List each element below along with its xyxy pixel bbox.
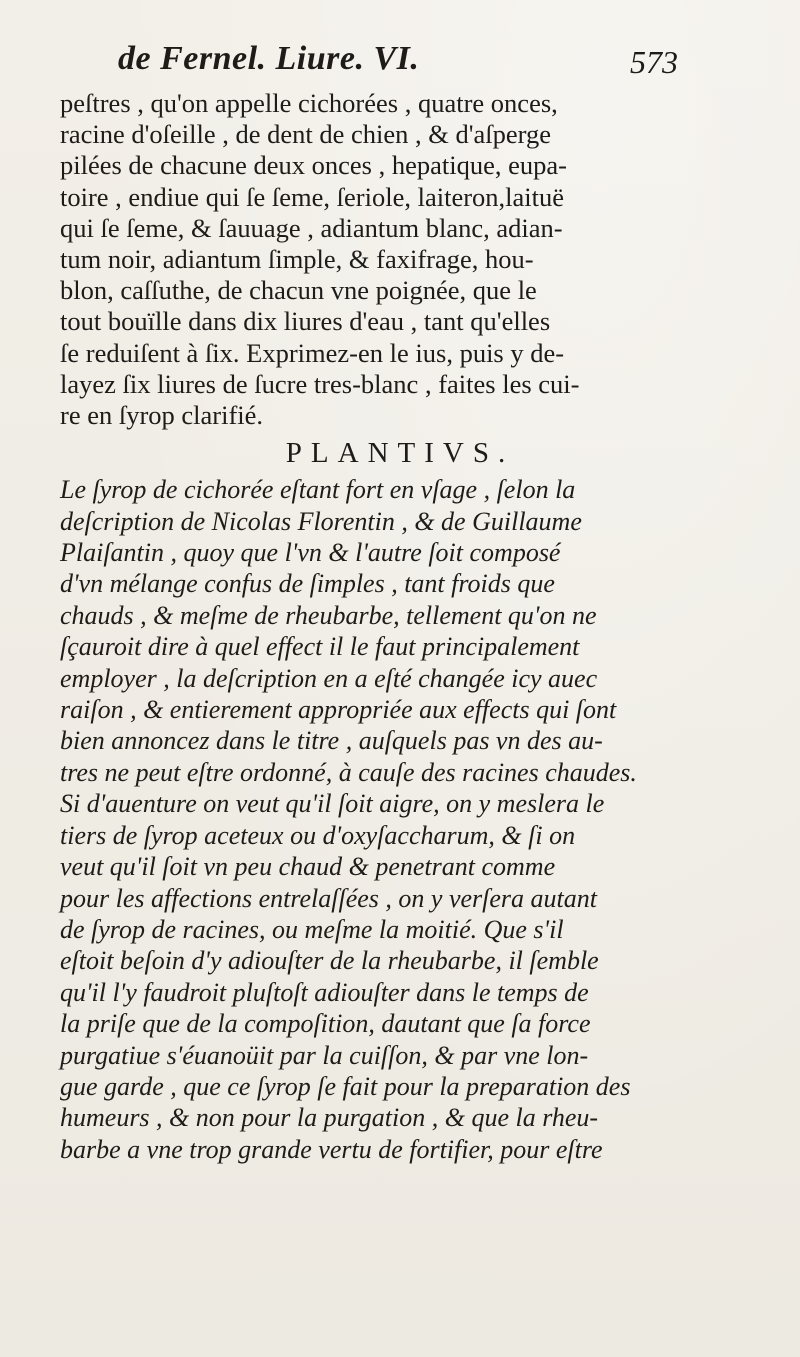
text-line: Si d'auenture on veut qu'il ſoit aigre, on y meslera le — [60, 789, 605, 819]
text-line: veut qu'il ſoit vn peu chaud & penetrant comme — [60, 852, 556, 882]
text-line: la priſe que de la compoſition, dautant que ſa force — [60, 1009, 591, 1039]
text-line: pour les affections entrelaſſées , on y verſera autant — [60, 883, 597, 913]
text-line: ſe reduiſent à ſix. Exprimez-en le ius, puis y de- — [60, 337, 565, 368]
text-line: peſtres , qu'on appelle cichorées , quatre onces, — [60, 88, 558, 118]
text-line: humeurs , & non pour la purgation , & que la rheu- — [60, 1103, 599, 1133]
page-number: 573 — [630, 44, 678, 80]
running-title: de Fernel. Liure. VI. — [118, 40, 420, 77]
text-line: bien annoncez dans le titre , auſquels pas vn des au- — [60, 726, 603, 756]
text-line: eſtoit beſoin d'y adiouſter de la rheubarbe, il ſemble — [60, 946, 599, 976]
text-line: chauds , & meſme de rheubarbe, tellement qu'on ne — [60, 600, 597, 630]
text-line: pilées de chacune deux onces , hepatique, eupa- — [60, 150, 567, 181]
text-line: racine d'oſeille , de dent de chien , & d'aſperge — [60, 119, 552, 150]
section-heading: PLANTIVS. — [285, 437, 515, 470]
text-line: Plaiſantin , quoy que l'vn & l'autre ſoit composé — [60, 538, 561, 568]
text-line: qu'il l'y faudroit pluſtoſt adiouſter dans le temps de — [60, 977, 589, 1007]
text-line: d'vn mélange confus de ſimples , tant froids que — [60, 569, 555, 599]
text-line: Le ſyrop de cichorée eſtant fort en vſage , ſelon la — [60, 475, 576, 505]
text-line: re en ſyrop clarifié. — [60, 400, 264, 431]
text-line: layez ſix liures de ſucre tres-blanc , faites les cui- — [60, 368, 580, 399]
text-line: qui ſe ſeme, & ſauuage , adiantum blanc, adian- — [60, 212, 563, 243]
text-line: tum noir, adiantum ſimple, & faxifrage, hou- — [60, 244, 534, 275]
page-header — [118, 40, 678, 88]
text-line: employer , la deſcription en a eſté changée icy auec — [60, 663, 598, 693]
text-line: purgatiue s'éuanoüit par la cuiſſon, & par vne lon- — [60, 1040, 589, 1070]
text-line: tout bouïlle dans dix liures d'eau , tant qu'elles — [60, 306, 551, 337]
text-line: de ſyrop de racines, ou meſme la moitié. Que s'il — [60, 914, 564, 944]
text-line: tres ne peut eſtre ordonné, à cauſe des racines chaudes. — [60, 757, 637, 787]
text-line: barbe a vne trop grande vertu de fortifier, pour eſtre — [60, 1134, 603, 1164]
text-line: toire , endiue qui ſe ſeme, ſeriole, laiteron,laituë — [60, 181, 565, 212]
text-block — [60, 88, 740, 1165]
text-line: tiers de ſyrop aceteux ou d'oxyſaccharum, & ſi on — [60, 820, 576, 850]
text-line: blon, caſſuthe, de chacun vne poignée, que le — [60, 275, 537, 306]
recipe-paragraph — [60, 88, 740, 431]
text-line: raiſon , & entierement appropriée aux effects qui ſont — [60, 695, 617, 725]
text-line: ſçauroit dire à quel effect il le faut principalement — [60, 632, 580, 662]
commentary-paragraph — [60, 474, 740, 1165]
text-line: deſcription de Nicolas Florentin , & de Guillaume — [60, 506, 582, 536]
text-line: gue garde , que ce ſyrop ſe fait pour la preparation des — [60, 1071, 631, 1101]
